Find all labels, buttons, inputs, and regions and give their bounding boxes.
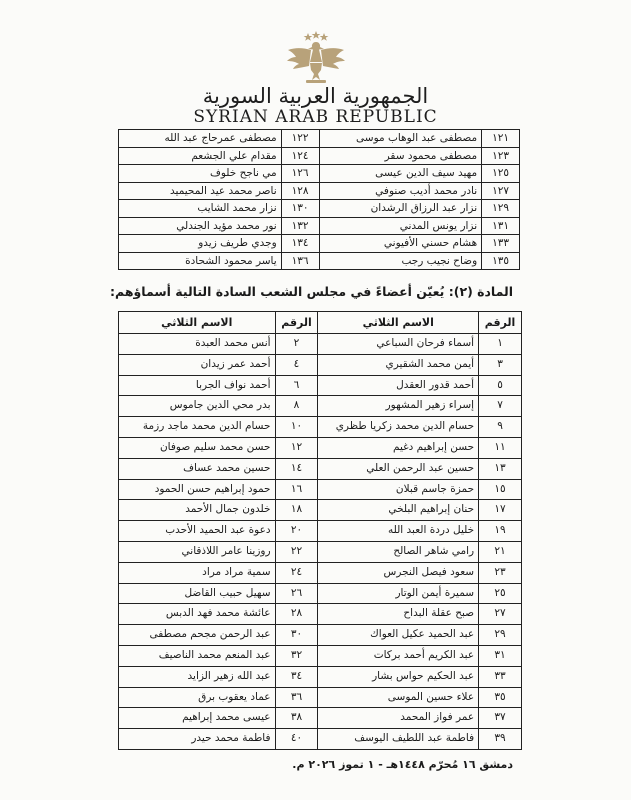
- member-name: سميرة أيمن الوتار: [318, 583, 479, 604]
- member-number: ٢٣: [479, 562, 522, 583]
- member-name: حسين عبد الرحمن العلي: [318, 458, 479, 479]
- member-name: مصطفى محمود سقر: [319, 147, 482, 165]
- table-row: [119, 354, 522, 375]
- member-name: مصطفى عمرحاج عبد الله: [119, 130, 282, 148]
- member-number: ٥: [479, 375, 522, 396]
- member-name: علاء حسين الموسى: [318, 687, 479, 708]
- member-name: عيسى محمد إبراهيم: [119, 708, 276, 729]
- member-number: ٢٩: [479, 625, 522, 646]
- member-number: ٢٧: [479, 604, 522, 625]
- table-row: [119, 604, 522, 625]
- member-number: ١٤: [275, 458, 318, 479]
- member-name: أنس محمد العبدة: [119, 334, 276, 355]
- member-name: حسين محمد عساف: [119, 458, 276, 479]
- member-number: ١٣٥: [482, 252, 520, 270]
- member-name: فاطمة محمد حيدر: [119, 729, 276, 750]
- member-number: ٨: [275, 396, 318, 417]
- member-name: نور محمد مؤيد الجندلي: [119, 217, 282, 235]
- table-row: [119, 645, 522, 666]
- member-number: ١٦: [275, 479, 318, 500]
- member-name: أيمن محمد الشقيري: [318, 354, 479, 375]
- member-number: ٢٠: [275, 521, 318, 542]
- table-row: [119, 130, 520, 148]
- member-number: ١٢٥: [482, 165, 520, 183]
- member-number: ١٣٣: [482, 235, 520, 253]
- table-row: [119, 375, 522, 396]
- table-row: [119, 182, 520, 200]
- table-row: [119, 235, 520, 253]
- table-row: [119, 541, 522, 562]
- member-number: ٣٩: [479, 729, 522, 750]
- member-number: ٣٣: [479, 666, 522, 687]
- member-number: ١٣١: [482, 217, 520, 235]
- member-name: وجدي طريف زيدو: [119, 235, 282, 253]
- member-number: ٣٠: [275, 625, 318, 646]
- member-name: أحمد قدور العقدل: [318, 375, 479, 396]
- member-name: عمر فواز المحمد: [318, 708, 479, 729]
- member-number: ٣: [479, 354, 522, 375]
- member-name: روزينا عامر اللاذقاني: [119, 541, 276, 562]
- member-name: خلدون جمال الأحمد: [119, 500, 276, 521]
- table-row: [119, 252, 520, 270]
- member-name: عبد الحميد عكيل العواك: [318, 625, 479, 646]
- member-number: ٢٥: [479, 583, 522, 604]
- table-row: [119, 458, 522, 479]
- table-row: [119, 479, 522, 500]
- member-name: رامي شاهر الصالح: [318, 541, 479, 562]
- member-name: وضاح نجيب رجب: [319, 252, 482, 270]
- member-number: ٤: [275, 354, 318, 375]
- member-name: ياسر محمود الشحادة: [119, 252, 282, 270]
- table-header-row: [119, 312, 522, 334]
- table-row: [119, 334, 522, 355]
- table-row: [119, 200, 520, 218]
- member-number: ١٣: [479, 458, 522, 479]
- member-number: ٧: [479, 396, 522, 417]
- member-number: ١٢٧: [482, 182, 520, 200]
- header-number: الرقم: [479, 312, 522, 334]
- member-number: ٩: [479, 417, 522, 438]
- table-row: [119, 666, 522, 687]
- header-full-name: الاسم الثلاثي: [119, 312, 276, 334]
- member-name: سمية مراد مراد: [119, 562, 276, 583]
- table-row: [119, 687, 522, 708]
- member-number: ١٣٤: [281, 235, 319, 253]
- member-number: ٣٥: [479, 687, 522, 708]
- member-name: ناصر محمد عيد المحيميد: [119, 182, 282, 200]
- member-number: ٣٢: [275, 645, 318, 666]
- header-number: الرقم: [275, 312, 318, 334]
- member-number: ٦: [275, 375, 318, 396]
- member-name: مي ناجح خلوف: [119, 165, 282, 183]
- table-row: [119, 217, 520, 235]
- member-number: ١٢: [275, 437, 318, 458]
- member-number: ٢٢: [275, 541, 318, 562]
- member-name: حسام الدين محمد ماجد رزمة: [119, 417, 276, 438]
- table-row: [119, 562, 522, 583]
- member-name: بدر محي الدين جاموس: [119, 396, 276, 417]
- member-number: ٤٠: [275, 729, 318, 750]
- table-row: [119, 500, 522, 521]
- member-name: خليل دردة العبد الله: [318, 521, 479, 542]
- member-name: حمود إبراهيم حسن الحمود: [119, 479, 276, 500]
- member-name: أحمد نواف الجربا: [119, 375, 276, 396]
- member-name: دعوة عبد الحميد الأحدب: [119, 521, 276, 542]
- member-number: ١٣٦: [281, 252, 319, 270]
- member-name: حسن إبراهيم دغيم: [318, 437, 479, 458]
- appointed-members-table: [118, 311, 522, 750]
- member-number: ٢٤: [275, 562, 318, 583]
- member-name: عبد الكريم أحمد بركات: [318, 645, 479, 666]
- member-number: ١٢٤: [281, 147, 319, 165]
- member-name: عائشة محمد فهد الدبس: [119, 604, 276, 625]
- member-number: ١٣٠: [281, 200, 319, 218]
- member-number: ١٢٨: [281, 182, 319, 200]
- member-name: إسراء زهير المشهور: [318, 396, 479, 417]
- member-number: ٢٨: [275, 604, 318, 625]
- member-name: عبد المنعم محمد الناصيف: [119, 645, 276, 666]
- member-number: ١: [479, 334, 522, 355]
- member-number: ١٢٢: [281, 130, 319, 148]
- member-number: ١١: [479, 437, 522, 458]
- table-row: [119, 729, 522, 750]
- member-number: ٣١: [479, 645, 522, 666]
- member-number: ٢٦: [275, 583, 318, 604]
- member-name: عبد الرحمن مجحم مصطفى: [119, 625, 276, 646]
- member-name: نزار يونس المدني: [319, 217, 482, 235]
- arabic-title: الجمهورية العربية السورية: [202, 84, 429, 108]
- member-name: حمزة جاسم قبلان: [318, 479, 479, 500]
- member-name: عبد الحكيم حواس بشار: [318, 666, 479, 687]
- member-number: ١٠: [275, 417, 318, 438]
- member-number: ١٧: [479, 500, 522, 521]
- member-name: عبد الله زهير الزايد: [119, 666, 276, 687]
- table-row: [119, 147, 520, 165]
- member-name: فاطمة عبد اللطيف اليوسف: [318, 729, 479, 750]
- member-name: حسام الدين محمد زكريا طظري: [318, 417, 479, 438]
- member-number: ١٢٦: [281, 165, 319, 183]
- member-name: مهيد سيف الدين عيسى: [319, 165, 482, 183]
- member-number: ١٣٢: [281, 217, 319, 235]
- member-name: نادر محمد أديب صنوفي: [319, 182, 482, 200]
- member-number: ١٨: [275, 500, 318, 521]
- member-number: ٢١: [479, 541, 522, 562]
- member-number: ١٥: [479, 479, 522, 500]
- member-name: مصطفى عبد الوهاب موسى: [319, 130, 482, 148]
- english-title: SYRIAN ARAB REPUBLIC: [193, 107, 438, 127]
- member-name: حسن محمد سليم صوفان: [119, 437, 276, 458]
- member-name: نزار محمد الشايب: [119, 200, 282, 218]
- table-row: [119, 396, 522, 417]
- member-name: نزار عبد الرزاق الرشدان: [319, 200, 482, 218]
- member-number: ١٢٩: [482, 200, 520, 218]
- member-name: عماد يعقوب برق: [119, 687, 276, 708]
- table-row: [119, 708, 522, 729]
- member-name: سعود فيصل النجرس: [318, 562, 479, 583]
- header-full-name: الاسم الثلاثي: [318, 312, 479, 334]
- eagle-emblem-icon: [284, 30, 348, 86]
- member-number: ١٢٣: [482, 147, 520, 165]
- table-row: [119, 625, 522, 646]
- member-name: أسماء فرحان السباعي: [318, 334, 479, 355]
- table-row: [119, 583, 522, 604]
- table-row: [119, 417, 522, 438]
- member-number: ٣٤: [275, 666, 318, 687]
- member-number: ٢: [275, 334, 318, 355]
- member-name: حنان إبراهيم البلخي: [318, 500, 479, 521]
- member-name: صبح عقلة البداح: [318, 604, 479, 625]
- date-footer: دمشق ١٦ مُحرّم ١٤٤٨هـ - ١ تموز ٢٠٢٦ م.: [292, 758, 513, 771]
- continued-members-table: [118, 129, 520, 270]
- member-number: ١٩: [479, 521, 522, 542]
- table-row: [119, 521, 522, 542]
- member-name: أحمد عمر زيدان: [119, 354, 276, 375]
- member-number: ٣٦: [275, 687, 318, 708]
- member-name: هشام حسني الأفيوني: [319, 235, 482, 253]
- member-name: مقدام علي الجشعم: [119, 147, 282, 165]
- table-row: [119, 437, 522, 458]
- member-name: سهيل حبيب القاضل: [119, 583, 276, 604]
- member-number: ١٢١: [482, 130, 520, 148]
- member-number: ٣٨: [275, 708, 318, 729]
- member-number: ٣٧: [479, 708, 522, 729]
- article-2-heading: المادة (٢): يُعيّن أعضاءً في مجلس الشعب السادة التالية أسماؤهم:: [110, 284, 513, 299]
- table-row: [119, 165, 520, 183]
